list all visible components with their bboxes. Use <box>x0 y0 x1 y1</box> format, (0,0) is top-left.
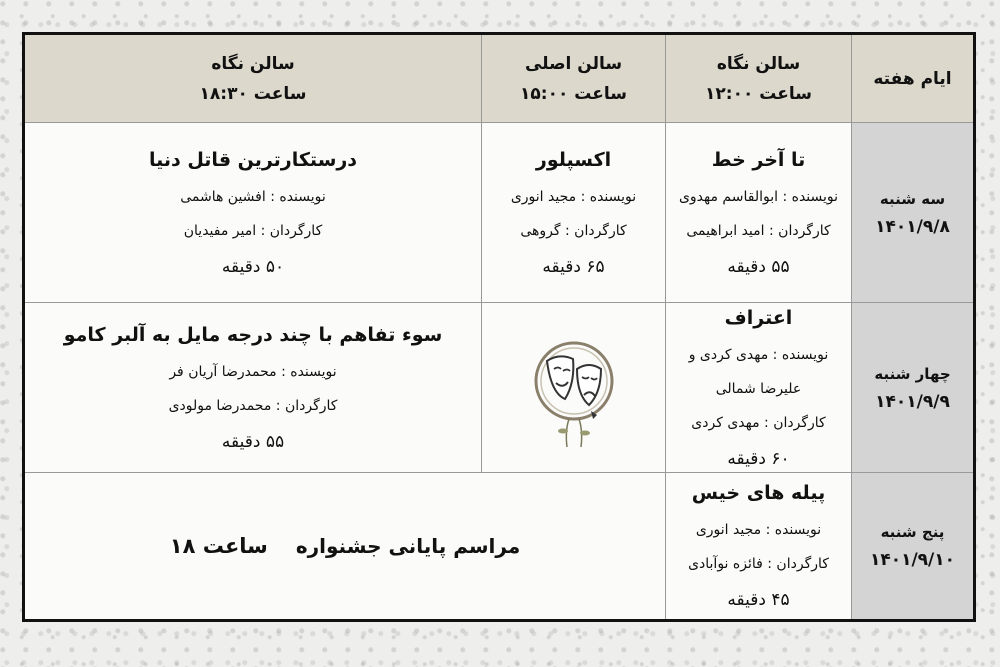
play-duration: ۴۵ دقیقه <box>727 590 790 610</box>
day-name: پنج شنبه <box>880 523 945 541</box>
play-cell <box>665 473 851 619</box>
header-col1-time: ساعت ۱۲:۰۰ <box>705 83 812 104</box>
play-cell <box>665 123 851 303</box>
play-title: پیله های خیس <box>691 482 826 504</box>
play-cell <box>665 303 851 473</box>
header-col3 <box>25 35 481 123</box>
header-days <box>851 35 973 123</box>
play-cell <box>25 303 481 473</box>
play-writer: نویسنده : افشین هاشمی <box>180 188 326 205</box>
play-title: اکسپلور <box>535 148 612 171</box>
header-col2-time: ساعت ۱۵:۰۰ <box>520 83 627 104</box>
play-title: سوء تفاهم با چند درجه مایل به آلبر کامو <box>63 323 443 346</box>
play-duration: ۶۵ دقیقه <box>542 256 605 277</box>
play-title: درستکارترین قاتل دنیا <box>148 148 358 171</box>
header-col1 <box>665 35 851 123</box>
ceremony-title: مراسم پایانی جشنواره <box>295 534 521 558</box>
day-cell-2 <box>851 303 973 473</box>
header-col3-hall: سالن نگاه <box>211 53 295 74</box>
play-duration: ۶۰ دقیقه <box>727 448 790 469</box>
ceremony-time: ساعت ۱۸ <box>169 534 268 558</box>
logo-cell <box>481 303 665 473</box>
play-director: کارگردان : مهدی کردی <box>691 414 826 431</box>
day-name: چهار شنبه <box>874 364 951 383</box>
day-name: سه شنبه <box>879 189 946 208</box>
header-col2 <box>481 35 665 123</box>
header-days-label: ایام هفته <box>873 68 952 89</box>
play-writer: نویسنده : ابوالقاسم مهدوی <box>678 188 839 205</box>
play-cell <box>25 123 481 303</box>
play-writer: نویسنده : محمدرضا آریان فر <box>169 363 337 380</box>
play-director: کارگردان : امید ابراهیمی <box>686 222 831 239</box>
play-cell <box>481 123 665 303</box>
header-col1-hall: سالن نگاه <box>716 53 801 74</box>
play-duration: ۵۵ دقیقه <box>221 431 285 452</box>
play-title: اعتراف <box>724 306 793 329</box>
play-writer: نویسنده : مجید انوری <box>510 188 637 205</box>
header-col2-hall: سالن اصلی <box>524 53 623 74</box>
play-writer: نویسنده : مهدی کردی و علیرضا شمالی <box>688 346 829 397</box>
day-date: ۱۴۰۱/۹/۸ <box>875 216 950 237</box>
play-duration: ۵۰ دقیقه <box>221 256 285 277</box>
schedule-table <box>22 32 976 622</box>
play-director: کارگردان : محمدرضا مولودی <box>168 397 338 414</box>
play-director: کارگردان : گروهی <box>520 222 627 239</box>
play-director: کارگردان : فائزه نوآبادی <box>688 556 829 572</box>
closing-ceremony-cell <box>25 473 665 619</box>
day-date: ۱۴۰۱/۹/۱۰ <box>869 550 956 570</box>
header-col3-time: ساعت ۱۸:۳۰ <box>199 83 307 104</box>
play-writer: نویسنده : مجید انوری <box>695 522 822 538</box>
play-director: کارگردان : امیر مفیدیان <box>183 222 323 239</box>
play-duration: ۵۵ دقیقه <box>727 256 790 277</box>
play-title: تا آخر خط <box>711 148 806 171</box>
theatre-masks-icon <box>529 323 619 453</box>
day-date: ۱۴۰۱/۹/۹ <box>875 391 950 412</box>
day-cell-3 <box>851 473 973 619</box>
day-cell-1 <box>851 123 973 303</box>
